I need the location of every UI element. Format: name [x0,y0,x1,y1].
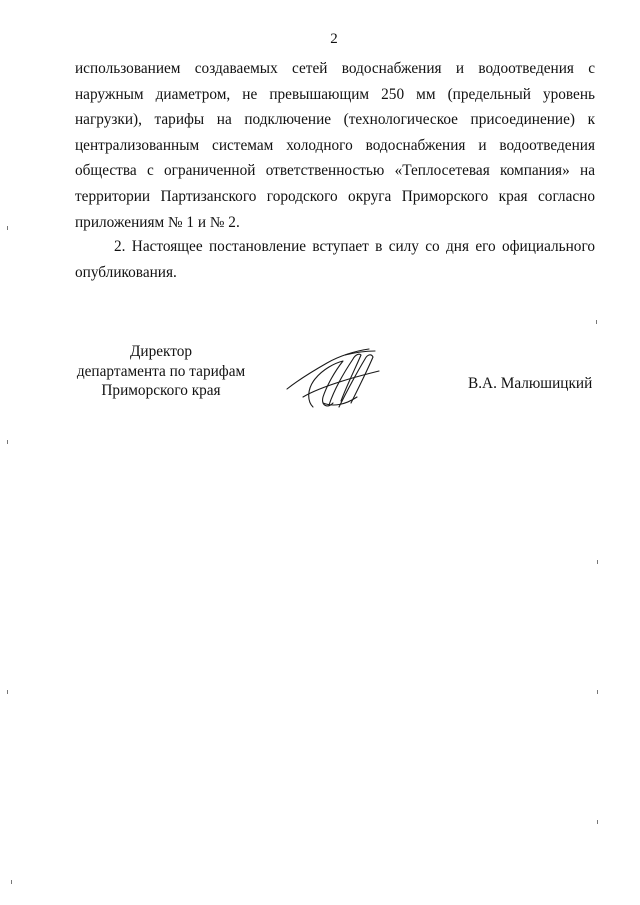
text-line: наружным диаметром, не превышающим 250 мм (предельный уровень [75,85,595,103]
scan-artifact [597,690,598,694]
text-line: нагрузки), тарифы на подключение (технологическое присоединение) к [75,111,595,129]
text-line: приложениям № 1 и № 2. [75,213,240,231]
scan-artifact [597,820,598,824]
signer-position-line: Приморского края [101,382,221,399]
paragraph-effective-date [75,234,595,285]
page-number: 2 [330,31,338,47]
scan-artifact [7,690,8,694]
scan-artifact [596,320,597,324]
handwritten-signature [283,345,383,415]
text-line: использованием создаваемых сетей водоснабжения и водоотведения с [75,60,595,77]
scan-artifact [11,880,12,884]
scan-artifact [7,226,8,230]
scan-artifact [7,440,8,444]
signer-position-line: Директор [129,343,193,360]
signer-position [66,342,256,401]
text-line: 2. Настоящее постановление вступает в силу со дня его официального [114,238,595,255]
scan-artifact [597,560,598,564]
signer-position-line: департамента по тарифам [76,362,246,380]
signer-name: В.А. Малюшицкий [468,375,593,392]
text-line: общества с ограниченной ответственностью «Теплосетевая компания» на [75,162,595,180]
text-line: территории Партизанского городского округа Приморского края согласно [75,187,595,205]
text-line: опубликования. [75,263,177,281]
text-line: централизованным системам холодного водоснабжения и водоотведения [75,136,595,154]
paragraph-tariffs-continuation [75,56,595,235]
